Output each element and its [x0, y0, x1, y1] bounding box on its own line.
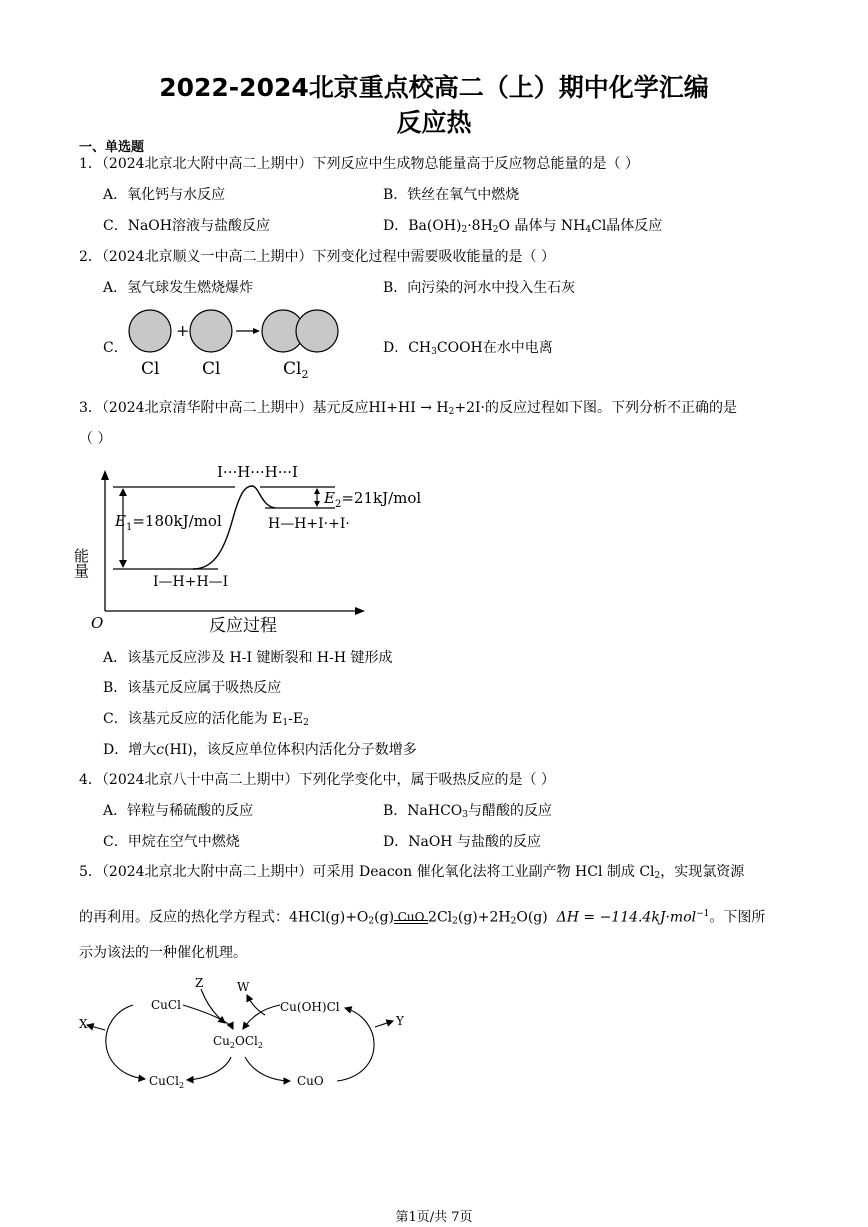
- label-w: W: [237, 980, 250, 994]
- question-5-stem: 5．（2024北京北大附中高二上期中）可采用 Deacon 催化氧化法将工业副产物 HCl 制成 $Cl_2$，实现氯资源: [79, 864, 745, 881]
- question-1-stem: 1．（2024北京北大附中高二上期中）下列反应中生成物总能量高于反应物总能量的是（ ）: [79, 156, 639, 172]
- node-cuohcl: Cu(OH)Cl: [280, 1000, 340, 1014]
- document-title: 2022-2024北京重点校高二（上）期中化学汇编: [159, 73, 709, 102]
- page-footer: 第1页/共 7页: [395, 1210, 473, 1225]
- q1-option-c: C．NaOH溶液与盐酸反应: [103, 218, 270, 234]
- node-cucl: CuCl: [151, 998, 181, 1012]
- y-axis-label: 能量: [72, 548, 90, 578]
- q4-option-b: B．NaHCO$_3$与醋酸的反应: [383, 803, 553, 820]
- x-axis-label: 反应过程: [209, 616, 277, 636]
- q1-option-a: A．氧化钙与水反应: [103, 187, 226, 203]
- question-3-stem-cont: （ ）: [79, 431, 112, 447]
- q1-option-d: D．$Ba(OH)_2\cdot 8H_2O$ 晶体与 $NH_4Cl$晶体反应: [383, 218, 663, 235]
- q1-option-b: B．铁丝在氧气中燃烧: [383, 187, 520, 203]
- question-4-stem: 4．（2024北京八十中高二上期中）下列化学变化中，属于吸热反应的是（ ）: [79, 772, 555, 788]
- catalytic-cycle-diagram: [75, 975, 415, 1095]
- question-3-stem: 3．（2024北京清华附中高二上期中）基元反应$HI+HI \to H_2+2I\cdot$的反应过程如下图。下列分析不正确的是: [79, 400, 737, 417]
- cl2-molecule-label: $Cl_2$: [283, 359, 309, 381]
- q2-option-b: B．向污染的河水中投入生石灰: [383, 280, 576, 296]
- q4-option-c: C．甲烷在空气中燃烧: [103, 834, 240, 850]
- product-label: H—H+I·+I·: [268, 516, 350, 532]
- label-z: Z: [195, 976, 204, 990]
- e1-label: $E_1=180kJ$/mol: [115, 512, 222, 533]
- node-cuo: CuO: [297, 1074, 324, 1088]
- reactant-label: I—H+H—I: [153, 574, 229, 590]
- q2-option-c: C．: [103, 340, 128, 356]
- plus-sign: +: [176, 321, 190, 340]
- q4-option-a: A．锌粒与稀硫酸的反应: [103, 803, 254, 819]
- q3-option-d: D．增大c(HI)，该反应单位体积内活化分子数增多: [103, 742, 417, 758]
- document-subtitle: 反应热: [396, 108, 472, 137]
- cl2-formation-diagram: [120, 304, 350, 382]
- catalyst-label: CuO: [397, 909, 425, 924]
- question-5-equation: 的再利用。反应的热化学方程式：$4HCl(g)+O_2(g)$ CuO $2Cl_2(g)+2H_2O(g) \Delta H = -114.4kJ\cdot mol^{-1}$。下图所: [79, 909, 766, 927]
- label-y: Y: [396, 1014, 404, 1028]
- question-5-stem-end: 示为该法的一种催化机理。: [79, 945, 247, 961]
- node-cucl2: CuCl$_2$: [149, 1074, 185, 1090]
- q2-option-a: A．氢气球发生燃烧爆炸: [103, 280, 254, 296]
- cl-atom-label-2: Cl: [202, 359, 221, 379]
- energy-profile-diagram: [72, 458, 435, 638]
- label-x: X: [79, 1017, 88, 1031]
- node-cu2ocl2: $Cu_2OCl_2$: [213, 1034, 263, 1050]
- q4-option-d: D．NaOH 与盐酸的反应: [383, 834, 541, 850]
- q3-option-b: B．该基元反应属于吸热反应: [103, 680, 282, 696]
- q3-option-c: C．该基元反应的活化能为 $E_1-E_2$: [103, 711, 309, 728]
- q2-option-d: D．$CH_3COOH$在水中电离: [383, 340, 553, 357]
- q3-option-a: A．该基元反应涉及 H-I 键断裂和 H-H 键形成: [103, 650, 393, 666]
- cl-atom-label-1: Cl: [141, 359, 160, 379]
- question-2-stem: 2．（2024北京顺义一中高二上期中）下列变化过程中需要吸收能量的是（ ）: [79, 249, 555, 265]
- section-heading: 一、单选题: [79, 140, 145, 155]
- transition-state-label: I···H···H···I: [217, 463, 298, 481]
- e2-label: $E_2=21kJ$/mol: [324, 489, 422, 510]
- origin-label: O: [91, 614, 104, 632]
